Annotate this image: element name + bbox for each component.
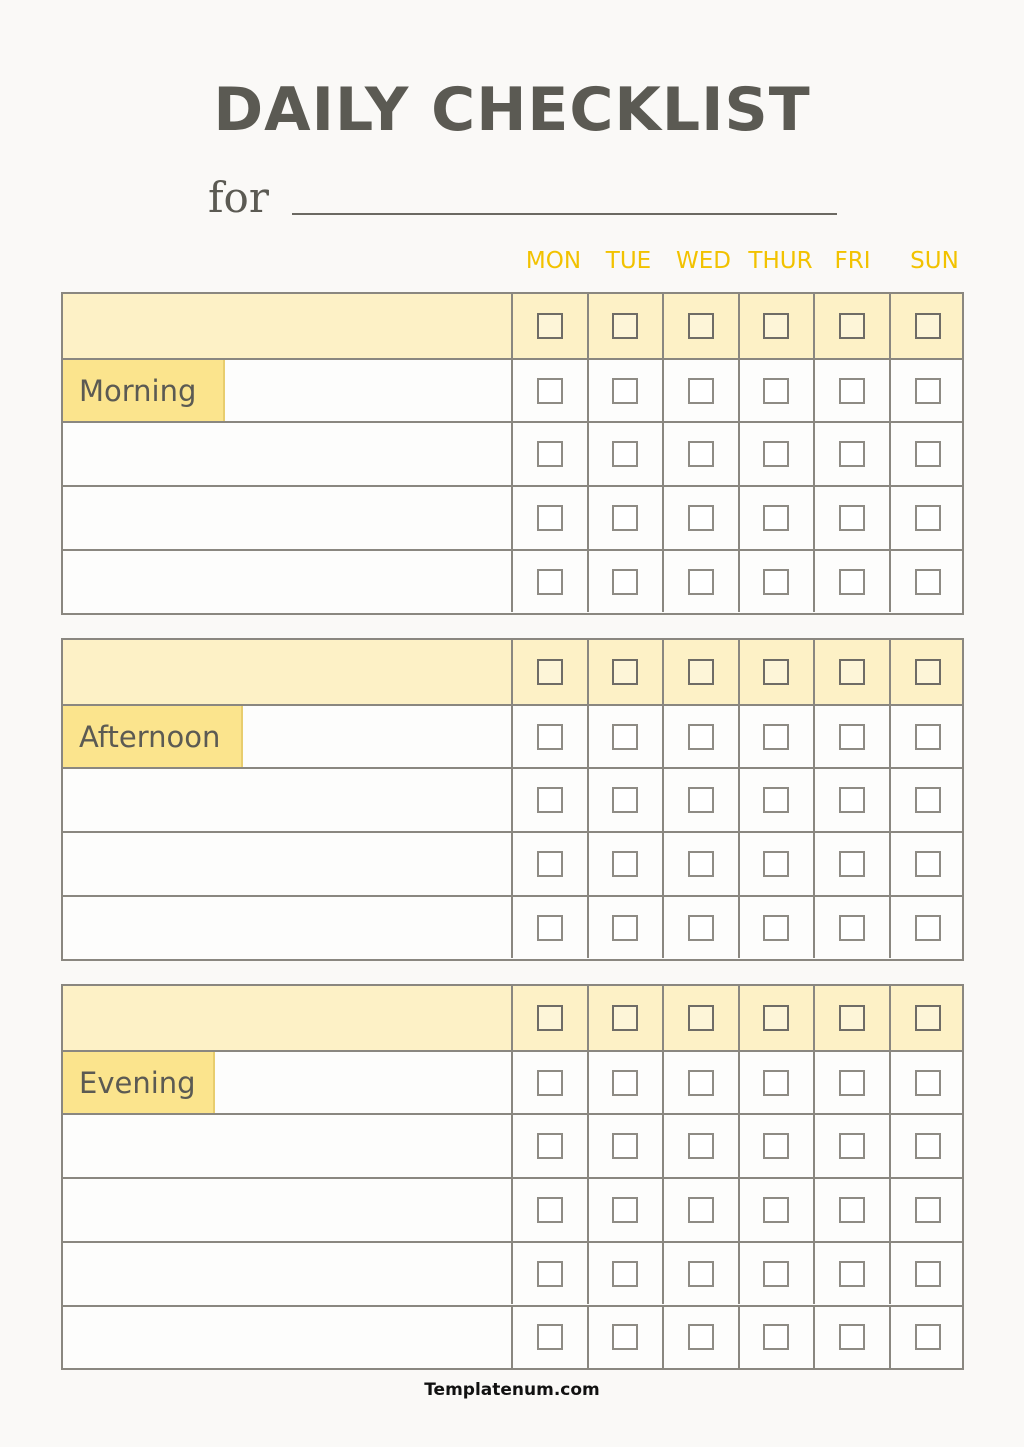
- checkbox-mon[interactable]: [537, 724, 563, 750]
- task-field[interactable]: [63, 833, 513, 895]
- day-cell-sun: [891, 986, 967, 1050]
- day-label-wed: WED: [676, 248, 731, 274]
- checkbox-sun[interactable]: [915, 505, 941, 531]
- day-label-tue: TUE: [605, 248, 652, 274]
- checkbox-sun[interactable]: [915, 1005, 941, 1031]
- checkbox-sun[interactable]: [915, 1324, 941, 1350]
- task-field[interactable]: [63, 1179, 513, 1241]
- checkbox-thur[interactable]: [763, 1197, 789, 1223]
- checkbox-tue[interactable]: [612, 1070, 638, 1096]
- checkbox-thur[interactable]: [763, 851, 789, 877]
- day-label-thur: THUR: [748, 248, 813, 274]
- checkbox-thur[interactable]: [763, 1070, 789, 1096]
- day-cell-sun: [891, 360, 967, 422]
- day-cell-tue: [589, 1307, 665, 1369]
- checkbox-fri[interactable]: [839, 659, 865, 685]
- checkbox-thur[interactable]: [763, 1261, 789, 1287]
- footer-brand: Templatenum.com: [424, 1380, 600, 1400]
- day-cell-sun: [891, 1115, 967, 1177]
- day-cell-fri: [815, 423, 891, 485]
- checkbox-tue[interactable]: [612, 505, 638, 531]
- day-cell-wed: [664, 897, 740, 959]
- day-cell-sun: [891, 897, 967, 959]
- checkbox-tue[interactable]: [612, 441, 638, 467]
- checkbox-sun[interactable]: [915, 1261, 941, 1287]
- day-cell-thur: [740, 1307, 816, 1369]
- day-cell-fri: [815, 1243, 891, 1305]
- day-cell-tue: [589, 487, 665, 549]
- checkbox-wed[interactable]: [688, 1005, 714, 1031]
- checkbox-wed[interactable]: [688, 1133, 714, 1159]
- checkbox-tue[interactable]: [612, 851, 638, 877]
- section-header-row: [63, 986, 962, 1050]
- task-field[interactable]: [63, 551, 513, 613]
- checkbox-mon[interactable]: [537, 378, 563, 404]
- day-cell-tue: [589, 769, 665, 831]
- checkbox-wed[interactable]: [688, 505, 714, 531]
- task-row: [63, 704, 962, 768]
- checkbox-tue[interactable]: [612, 1133, 638, 1159]
- task-row: [63, 1241, 962, 1305]
- checkbox-thur[interactable]: [763, 441, 789, 467]
- task-field[interactable]: [63, 640, 513, 704]
- checkbox-tue[interactable]: [612, 787, 638, 813]
- checkbox-fri[interactable]: [839, 313, 865, 339]
- task-row: [63, 358, 962, 422]
- day-cell-mon: [513, 423, 589, 485]
- checkbox-thur[interactable]: [763, 724, 789, 750]
- day-cell-mon: [513, 551, 589, 613]
- day-cell-thur: [740, 1179, 816, 1241]
- day-cell-mon: [513, 769, 589, 831]
- task-row: [63, 1113, 962, 1177]
- section-afternoon: [61, 638, 964, 961]
- checkbox-tue[interactable]: [612, 1261, 638, 1287]
- day-cell-fri: [815, 1179, 891, 1241]
- checkbox-mon[interactable]: [537, 1261, 563, 1287]
- day-cell-mon: [513, 487, 589, 549]
- day-cell-sun: [891, 706, 967, 768]
- checkbox-tue[interactable]: [612, 915, 638, 941]
- day-cell-sun: [891, 294, 967, 358]
- checkbox-mon[interactable]: [537, 1070, 563, 1096]
- day-cell-fri: [815, 986, 891, 1050]
- checkbox-mon[interactable]: [537, 313, 563, 339]
- day-cell-thur: [740, 706, 816, 768]
- task-row: [63, 549, 962, 613]
- task-field[interactable]: [63, 986, 513, 1050]
- day-cell-tue: [589, 360, 665, 422]
- day-cell-tue: [589, 1115, 665, 1177]
- day-label-mon: MON: [525, 248, 582, 274]
- checkbox-tue[interactable]: [612, 313, 638, 339]
- day-cell-sun: [891, 487, 967, 549]
- checkbox-sun[interactable]: [915, 915, 941, 941]
- checkbox-sun[interactable]: [915, 1070, 941, 1096]
- day-cell-wed: [664, 423, 740, 485]
- day-label-fri: FRI: [834, 248, 871, 274]
- task-row: [63, 1305, 962, 1369]
- checkbox-thur[interactable]: [763, 915, 789, 941]
- checkbox-mon[interactable]: [537, 659, 563, 685]
- day-cell-fri: [815, 1052, 891, 1114]
- section-header-row: [63, 294, 962, 358]
- day-cell-wed: [664, 1179, 740, 1241]
- day-cell-thur: [740, 1052, 816, 1114]
- day-cell-wed: [664, 769, 740, 831]
- checkbox-mon[interactable]: [537, 505, 563, 531]
- checkbox-wed[interactable]: [688, 787, 714, 813]
- section-header-row: [63, 640, 962, 704]
- checkbox-fri[interactable]: [839, 505, 865, 531]
- day-cell-thur: [740, 986, 816, 1050]
- checkbox-thur[interactable]: [763, 787, 789, 813]
- checkbox-sun[interactable]: [915, 378, 941, 404]
- checkbox-sun[interactable]: [915, 441, 941, 467]
- day-cell-sun: [891, 1243, 967, 1305]
- checkbox-mon[interactable]: [537, 1197, 563, 1223]
- checkbox-wed[interactable]: [688, 659, 714, 685]
- checkbox-thur[interactable]: [763, 378, 789, 404]
- checkbox-tue[interactable]: [612, 1324, 638, 1350]
- checkbox-thur[interactable]: [763, 569, 789, 595]
- checkbox-thur[interactable]: [763, 313, 789, 339]
- checkbox-sun[interactable]: [915, 1133, 941, 1159]
- day-cell-thur: [740, 833, 816, 895]
- checkbox-mon[interactable]: [537, 569, 563, 595]
- checkbox-wed[interactable]: [688, 724, 714, 750]
- day-cell-wed: [664, 986, 740, 1050]
- day-label-sun: SUN: [910, 248, 959, 274]
- checkbox-wed[interactable]: [688, 313, 714, 339]
- section-morning: [61, 292, 964, 615]
- checkbox-thur[interactable]: [763, 1324, 789, 1350]
- task-field[interactable]: [63, 1307, 513, 1369]
- day-cell-mon: [513, 1307, 589, 1369]
- checkbox-fri[interactable]: [839, 915, 865, 941]
- day-cell-mon: [513, 1179, 589, 1241]
- task-row: [63, 1050, 962, 1114]
- checkbox-fri[interactable]: [839, 1133, 865, 1159]
- checkbox-tue[interactable]: [612, 659, 638, 685]
- day-cell-tue: [589, 1052, 665, 1114]
- checkbox-fri[interactable]: [839, 441, 865, 467]
- task-row: [63, 895, 962, 959]
- checkbox-wed[interactable]: [688, 441, 714, 467]
- checkbox-thur[interactable]: [763, 505, 789, 531]
- checkbox-tue[interactable]: [612, 569, 638, 595]
- day-cell-mon: [513, 360, 589, 422]
- day-cell-thur: [740, 487, 816, 549]
- checkbox-fri[interactable]: [839, 1070, 865, 1096]
- day-cell-tue: [589, 423, 665, 485]
- day-cell-thur: [740, 769, 816, 831]
- checkbox-wed[interactable]: [688, 1197, 714, 1223]
- day-cell-sun: [891, 640, 967, 704]
- day-cell-wed: [664, 360, 740, 422]
- day-cell-mon: [513, 294, 589, 358]
- task-field[interactable]: [63, 769, 513, 831]
- checkbox-fri[interactable]: [839, 1197, 865, 1223]
- day-cell-thur: [740, 551, 816, 613]
- day-cell-wed: [664, 1307, 740, 1369]
- task-field[interactable]: [63, 294, 513, 358]
- task-field[interactable]: [63, 1115, 513, 1177]
- day-cell-wed: [664, 640, 740, 704]
- task-row: [63, 485, 962, 549]
- task-field[interactable]: [63, 1052, 513, 1114]
- checkbox-fri[interactable]: [839, 724, 865, 750]
- checkbox-wed[interactable]: [688, 1261, 714, 1287]
- checkbox-mon[interactable]: [537, 1005, 563, 1031]
- checkbox-thur[interactable]: [763, 1005, 789, 1031]
- checkbox-tue[interactable]: [612, 378, 638, 404]
- checkbox-wed[interactable]: [688, 569, 714, 595]
- day-cell-mon: [513, 706, 589, 768]
- day-cell-sun: [891, 1179, 967, 1241]
- checkbox-sun[interactable]: [915, 787, 941, 813]
- task-row: [63, 1177, 962, 1241]
- checkbox-wed[interactable]: [688, 1324, 714, 1350]
- checkbox-mon[interactable]: [537, 787, 563, 813]
- checkbox-fri[interactable]: [839, 787, 865, 813]
- checkbox-tue[interactable]: [612, 1005, 638, 1031]
- day-cell-sun: [891, 423, 967, 485]
- checkbox-mon[interactable]: [537, 1133, 563, 1159]
- checkbox-tue[interactable]: [612, 1197, 638, 1223]
- for-label: for: [208, 173, 269, 222]
- day-cell-thur: [740, 1115, 816, 1177]
- section-evening: [61, 984, 964, 1370]
- day-cell-fri: [815, 640, 891, 704]
- task-field[interactable]: [63, 897, 513, 959]
- day-cell-thur: [740, 423, 816, 485]
- task-field[interactable]: [63, 706, 513, 768]
- task-row: [63, 767, 962, 831]
- day-cell-mon: [513, 833, 589, 895]
- day-cell-tue: [589, 1243, 665, 1305]
- checkbox-wed[interactable]: [688, 915, 714, 941]
- task-field[interactable]: [63, 487, 513, 549]
- checkbox-fri[interactable]: [839, 1324, 865, 1350]
- task-field[interactable]: [63, 360, 513, 422]
- checkbox-sun[interactable]: [915, 659, 941, 685]
- day-cell-thur: [740, 897, 816, 959]
- day-cell-fri: [815, 487, 891, 549]
- day-cell-fri: [815, 1307, 891, 1369]
- day-cell-wed: [664, 706, 740, 768]
- day-cell-tue: [589, 706, 665, 768]
- day-cell-tue: [589, 294, 665, 358]
- section-label: Evening: [63, 1052, 215, 1114]
- checkbox-sun[interactable]: [915, 313, 941, 339]
- day-cell-wed: [664, 551, 740, 613]
- day-cell-mon: [513, 1115, 589, 1177]
- day-cell-tue: [589, 551, 665, 613]
- task-row: [63, 831, 962, 895]
- day-cell-fri: [815, 769, 891, 831]
- day-cell-mon: [513, 1052, 589, 1114]
- day-cell-tue: [589, 640, 665, 704]
- checkbox-mon[interactable]: [537, 441, 563, 467]
- day-cell-fri: [815, 1115, 891, 1177]
- day-cell-wed: [664, 1243, 740, 1305]
- task-field[interactable]: [63, 423, 513, 485]
- checkbox-fri[interactable]: [839, 569, 865, 595]
- checkbox-wed[interactable]: [688, 378, 714, 404]
- checkbox-thur[interactable]: [763, 1133, 789, 1159]
- checkbox-wed[interactable]: [688, 1070, 714, 1096]
- day-cell-tue: [589, 986, 665, 1050]
- day-cell-wed: [664, 294, 740, 358]
- day-cell-thur: [740, 640, 816, 704]
- checkbox-sun[interactable]: [915, 724, 941, 750]
- day-cell-thur: [740, 1243, 816, 1305]
- day-cell-sun: [891, 1052, 967, 1114]
- checkbox-fri[interactable]: [839, 851, 865, 877]
- day-cell-thur: [740, 294, 816, 358]
- day-cell-wed: [664, 833, 740, 895]
- section-label: Morning: [63, 360, 225, 422]
- checkbox-sun[interactable]: [915, 851, 941, 877]
- name-line[interactable]: [292, 213, 837, 215]
- section-label: Afternoon: [63, 706, 243, 768]
- task-row: [63, 421, 962, 485]
- day-cell-mon: [513, 1243, 589, 1305]
- day-cell-fri: [815, 833, 891, 895]
- day-header-row: [512, 244, 964, 278]
- day-cell-tue: [589, 1179, 665, 1241]
- day-cell-fri: [815, 897, 891, 959]
- day-cell-fri: [815, 551, 891, 613]
- day-cell-mon: [513, 897, 589, 959]
- day-cell-sun: [891, 833, 967, 895]
- checkbox-mon[interactable]: [537, 851, 563, 877]
- day-cell-mon: [513, 986, 589, 1050]
- day-cell-sun: [891, 1307, 967, 1369]
- task-field[interactable]: [63, 1243, 513, 1305]
- page-title: DAILY CHECKLIST: [213, 75, 811, 145]
- checkbox-fri[interactable]: [839, 1005, 865, 1031]
- checkbox-wed[interactable]: [688, 851, 714, 877]
- day-cell-wed: [664, 487, 740, 549]
- day-cell-tue: [589, 833, 665, 895]
- day-cell-thur: [740, 360, 816, 422]
- day-cell-sun: [891, 769, 967, 831]
- checkbox-mon[interactable]: [537, 915, 563, 941]
- day-cell-fri: [815, 706, 891, 768]
- day-cell-wed: [664, 1115, 740, 1177]
- day-cell-sun: [891, 551, 967, 613]
- day-cell-fri: [815, 360, 891, 422]
- day-cell-tue: [589, 897, 665, 959]
- day-cell-fri: [815, 294, 891, 358]
- checkbox-fri[interactable]: [839, 1261, 865, 1287]
- day-cell-mon: [513, 640, 589, 704]
- day-cell-wed: [664, 1052, 740, 1114]
- checkbox-tue[interactable]: [612, 724, 638, 750]
- checkbox-thur[interactable]: [763, 659, 789, 685]
- checkbox-fri[interactable]: [839, 378, 865, 404]
- checkbox-sun[interactable]: [915, 569, 941, 595]
- checkbox-mon[interactable]: [537, 1324, 563, 1350]
- checkbox-sun[interactable]: [915, 1197, 941, 1223]
